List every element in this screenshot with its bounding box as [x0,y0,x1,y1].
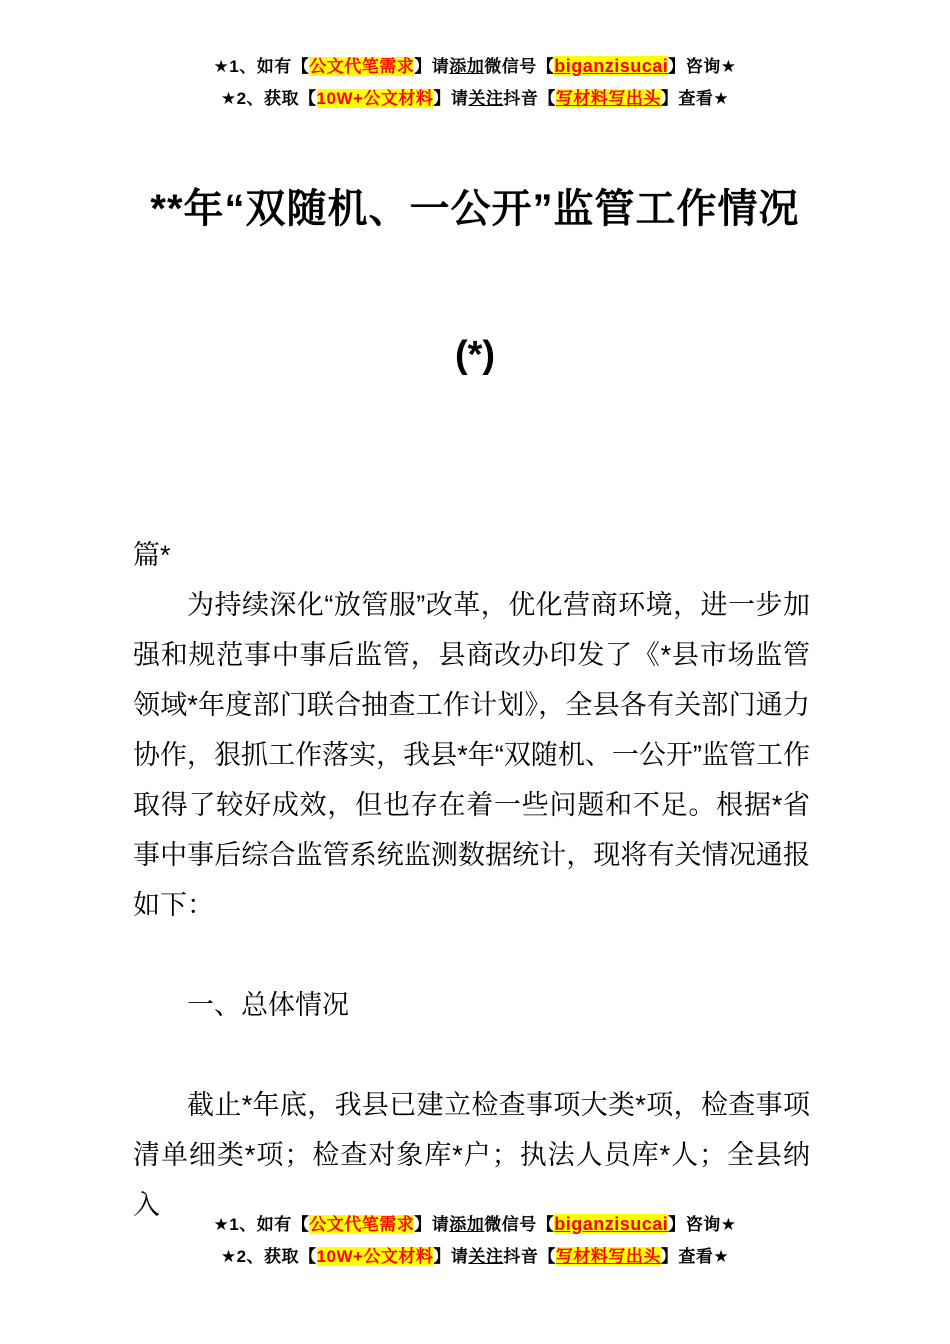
document-subtitle: (*) [454,334,496,376]
promo-line1-prefix: ★1、如有【 [213,1215,310,1234]
promo-line1-wechat-label: 微信号【 [484,57,555,76]
section-heading-1: 一、总体情况 [187,990,349,1020]
promo-line2-material-highlight: 10W+公文材料 [316,89,434,108]
promo-line1-wechat-id: biganzisucai [554,1214,669,1234]
document-body [133,530,810,1230]
promo-line1-prefix: ★1、如有【 [213,57,310,76]
promo-line2-douyin-label: 抖音【 [503,89,556,108]
document-title: **年“双随机、一公开”监管工作情况 [150,187,800,231]
promo-line1-add-underline: 添加 [449,57,485,76]
promo-line2-douyin-id: 写材料写出头 [555,1247,661,1266]
promo-header-line2 [0,83,950,115]
part-label: 篇* [133,540,171,570]
promo-line1-add-underline: 添加 [449,1215,485,1234]
promo-line2-prefix: ★2、获取【 [220,89,317,108]
paragraph-2: 截止*年底，我县已建立检查事项大类*项，检查事项清单细类*项；检查对象库*户；执法人员库*人；全县纳入 [133,1090,810,1220]
promo-footer-line1 [0,1208,950,1241]
promo-line1-wechat-id: biganzisucai [554,56,669,76]
promo-line1-suffix: 】咨询★ [668,1215,737,1234]
promo-line2-bracket: 】请 [433,1247,469,1266]
promo-line1-bracket: 】请 [414,1215,450,1234]
promo-line1-bracket: 】请 [414,57,450,76]
promo-line2-material-highlight: 10W+公文材料 [316,1247,434,1266]
promo-line2-prefix: ★2、获取【 [220,1247,317,1266]
promo-line2-suffix: 】查看★ [660,1247,730,1266]
promo-line2-suffix: 】查看★ [660,89,730,108]
promo-line2-follow-underline: 关注 [468,89,504,108]
promo-line1-wechat-label: 微信号【 [484,1215,555,1234]
promo-line1-suffix: 】咨询★ [668,57,737,76]
promo-footer [0,1208,950,1273]
paragraph-1: 为持续深化“放管服”改革，优化营商环境，进一步加强和规范事中事后监管，县商改办印发了《*县市场监管领域*年度部门联合抽查工作计划》，全县各有关部门通力协作，狠抓工作落实，我县*年“双随机、一公开”监管工作取得了较好成效，但也存在着一些问题和不足。根据*省事中事后综合监管系统监测数据统计，现将有关情况通报如下： [133,590,810,920]
promo-header [0,0,950,115]
promo-line2-follow-underline: 关注 [468,1247,504,1266]
promo-header-line1 [0,50,950,83]
promo-line2-douyin-id: 写材料写出头 [555,89,661,108]
promo-line2-bracket: 】请 [433,89,469,108]
promo-line1-need-highlight: 公文代笔需求 [309,1215,415,1234]
promo-line2-douyin-label: 抖音【 [503,1247,556,1266]
promo-footer-line2 [0,1241,950,1273]
promo-line1-need-highlight: 公文代笔需求 [309,57,415,76]
